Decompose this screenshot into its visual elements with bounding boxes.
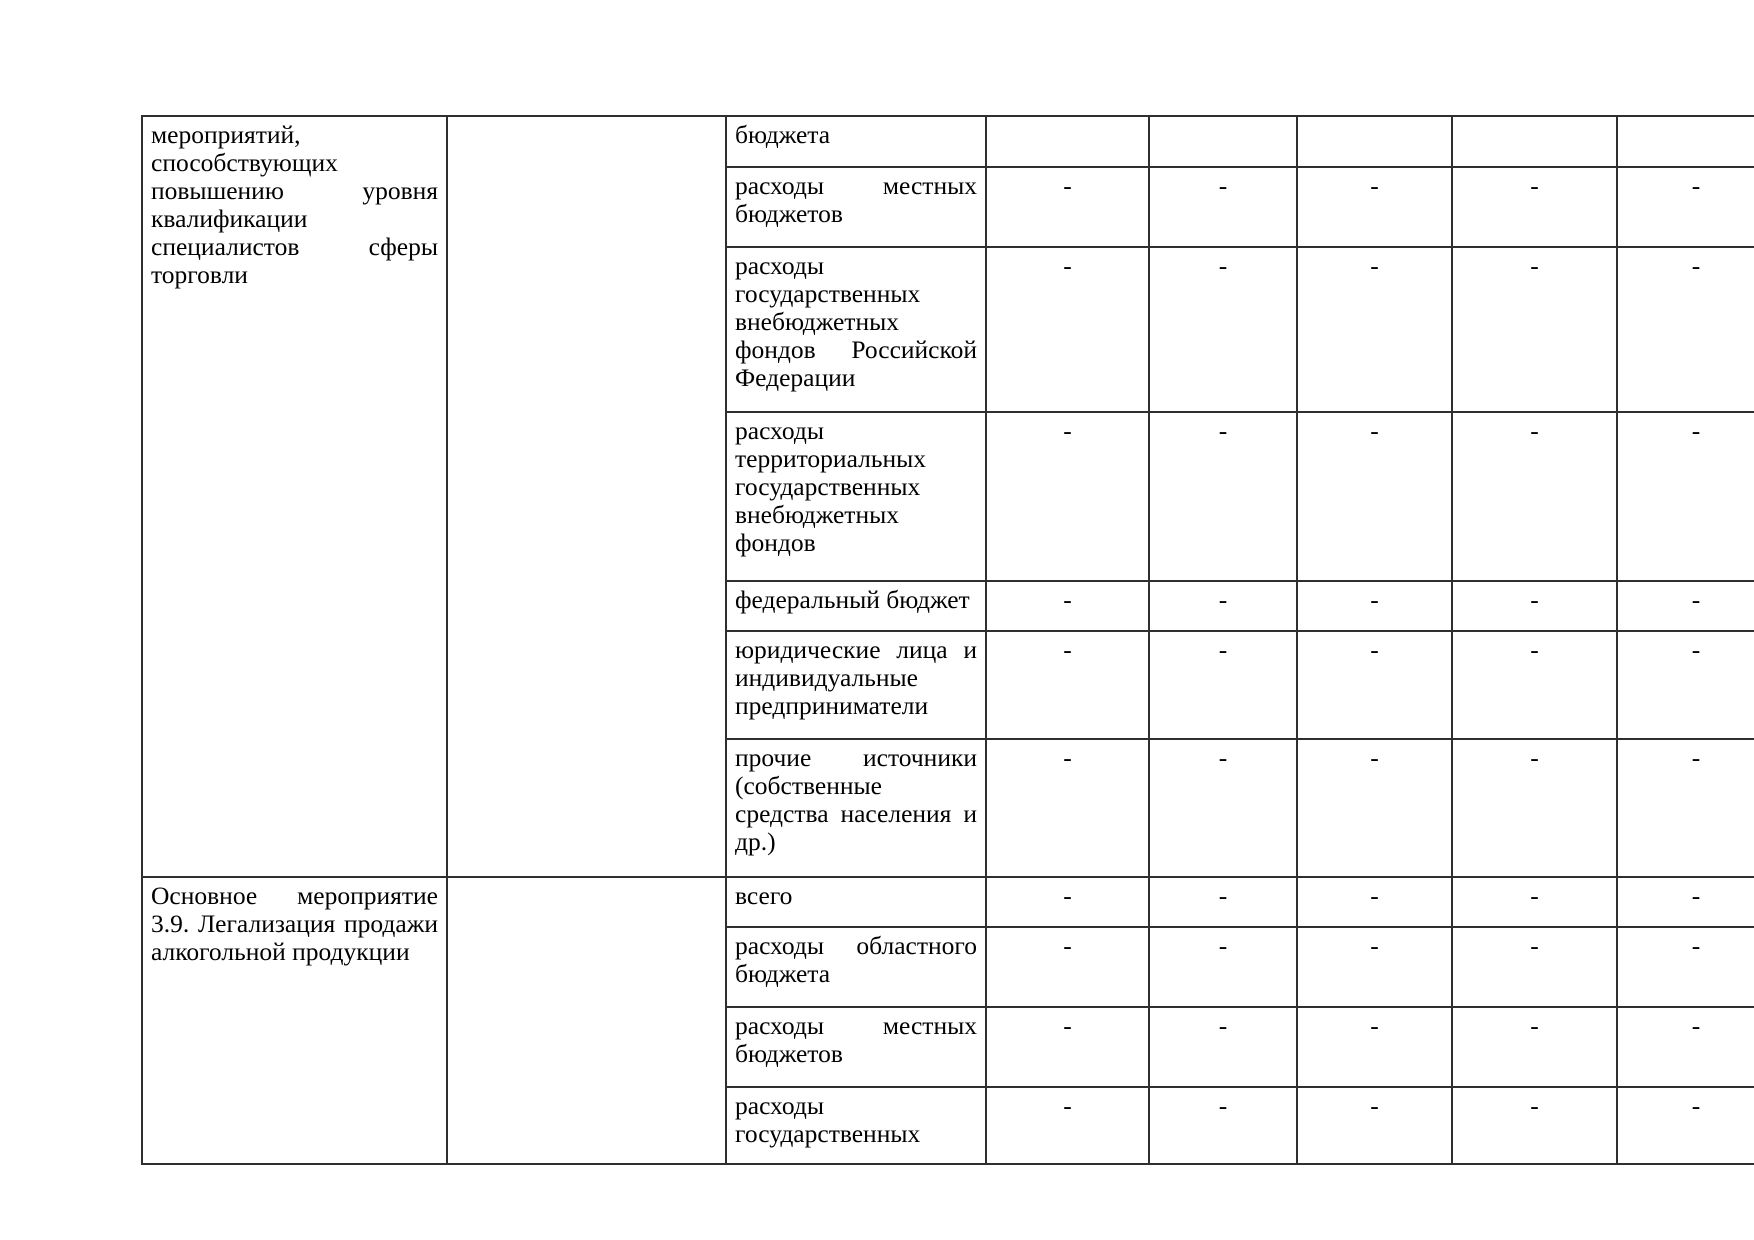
value-cell: - bbox=[1617, 167, 1754, 247]
budget-continuation-table bbox=[141, 115, 1754, 1165]
value-cell: - bbox=[986, 581, 1149, 631]
value-cell: - bbox=[1297, 1087, 1452, 1164]
funding-source-cell: федеральный бюджет bbox=[726, 581, 986, 631]
value-cell: - bbox=[1149, 631, 1297, 739]
value-cell: - bbox=[1452, 739, 1617, 877]
value-cell: - bbox=[1149, 581, 1297, 631]
funding-source-cell: бюджета bbox=[726, 116, 986, 167]
funding-source-cell: расходы государственных внебюджетных фондов Российской Федерации bbox=[726, 247, 986, 412]
value-cell: - bbox=[1452, 167, 1617, 247]
value-cell: - bbox=[1297, 877, 1452, 927]
value-cell: - bbox=[1149, 1087, 1297, 1164]
value-cell: - bbox=[986, 1007, 1149, 1087]
value-cell: - bbox=[1149, 247, 1297, 412]
executor-cell bbox=[447, 116, 726, 877]
value-cell: - bbox=[1452, 1087, 1617, 1164]
executor-cell bbox=[447, 877, 726, 1164]
value-cell: - bbox=[1617, 247, 1754, 412]
funding-source-cell: юридические лица и индивидуальные предприниматели bbox=[726, 631, 986, 739]
value-cell: - bbox=[1452, 581, 1617, 631]
value-cell: - bbox=[986, 1087, 1149, 1164]
value-cell: - bbox=[1617, 412, 1754, 581]
table-row bbox=[142, 877, 1754, 927]
value-cell: - bbox=[1617, 877, 1754, 927]
value-cell: - bbox=[1149, 877, 1297, 927]
value-cell bbox=[1617, 116, 1754, 167]
value-cell: - bbox=[986, 877, 1149, 927]
value-cell: - bbox=[1617, 1087, 1754, 1164]
value-cell: - bbox=[1297, 631, 1452, 739]
value-cell: - bbox=[986, 247, 1149, 412]
funding-source-cell: расходы местных бюджетов bbox=[726, 1007, 986, 1087]
value-cell bbox=[1149, 116, 1297, 167]
table-body bbox=[142, 116, 1754, 1164]
value-cell bbox=[1452, 116, 1617, 167]
value-cell: - bbox=[1149, 167, 1297, 247]
value-cell: - bbox=[1297, 247, 1452, 412]
value-cell: - bbox=[1452, 1007, 1617, 1087]
value-cell: - bbox=[1452, 412, 1617, 581]
funding-source-cell: расходы местных бюджетов bbox=[726, 167, 986, 247]
value-cell: - bbox=[986, 739, 1149, 877]
value-cell bbox=[986, 116, 1149, 167]
value-cell: - bbox=[1297, 412, 1452, 581]
table-row bbox=[142, 116, 1754, 167]
value-cell: - bbox=[1149, 412, 1297, 581]
funding-source-cell: прочие источники (собственные средства населения и др.) bbox=[726, 739, 986, 877]
value-cell: - bbox=[1297, 739, 1452, 877]
activity-cell: Основное мероприятие 3.9. Легализация продажи алкогольной продукции bbox=[142, 877, 447, 1164]
value-cell: - bbox=[1149, 927, 1297, 1007]
value-cell: - bbox=[1297, 927, 1452, 1007]
value-cell: - bbox=[986, 167, 1149, 247]
value-cell: - bbox=[1297, 1007, 1452, 1087]
value-cell: - bbox=[1617, 631, 1754, 739]
funding-source-cell: расходы государственных bbox=[726, 1087, 986, 1164]
value-cell: - bbox=[1617, 739, 1754, 877]
funding-source-cell: расходы областного бюджета bbox=[726, 927, 986, 1007]
value-cell: - bbox=[986, 412, 1149, 581]
value-cell: - bbox=[986, 927, 1149, 1007]
value-cell: - bbox=[1149, 1007, 1297, 1087]
value-cell: - bbox=[986, 631, 1149, 739]
value-cell: - bbox=[1617, 1007, 1754, 1087]
value-cell: - bbox=[1452, 877, 1617, 927]
value-cell: - bbox=[1617, 581, 1754, 631]
value-cell: - bbox=[1297, 167, 1452, 247]
activity-cell: мероприятий, способствующих повышению уровня квалификации специалистов сферы торговли bbox=[142, 116, 447, 877]
value-cell: - bbox=[1617, 927, 1754, 1007]
value-cell: - bbox=[1297, 581, 1452, 631]
funding-source-cell: всего bbox=[726, 877, 986, 927]
value-cell: - bbox=[1452, 927, 1617, 1007]
funding-source-cell: расходы территориальных государственных внебюджетных фондов bbox=[726, 412, 986, 581]
value-cell: - bbox=[1149, 739, 1297, 877]
value-cell bbox=[1297, 116, 1452, 167]
value-cell: - bbox=[1452, 631, 1617, 739]
value-cell: - bbox=[1452, 247, 1617, 412]
